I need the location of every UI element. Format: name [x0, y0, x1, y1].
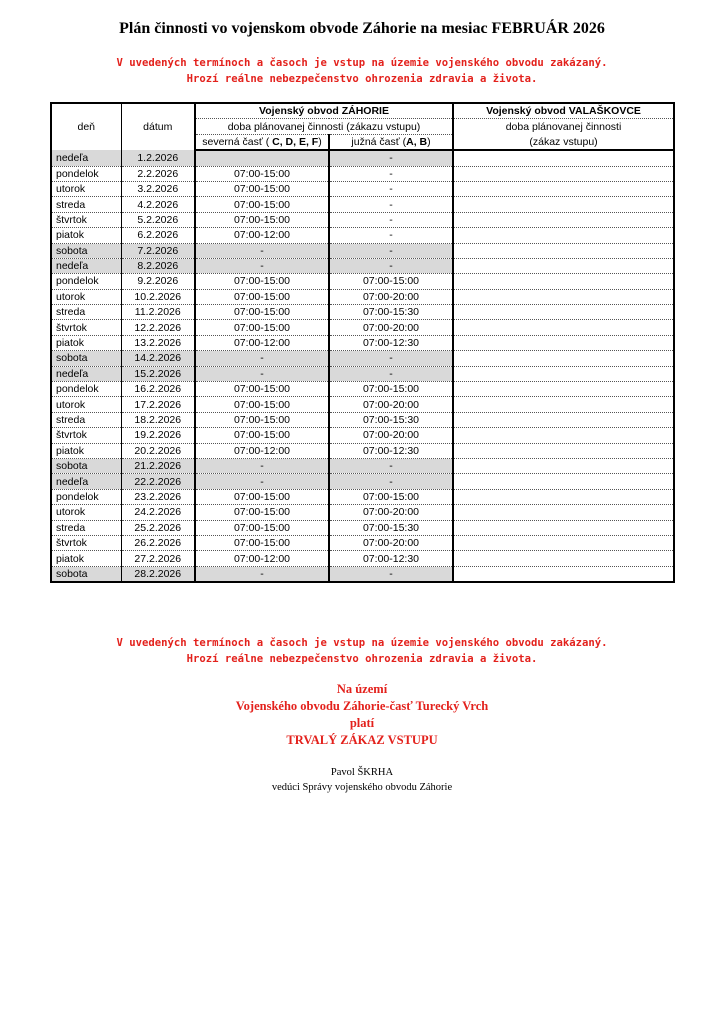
cell-valaskovce: [453, 489, 674, 504]
cell-date: 2.2.2026: [121, 166, 195, 181]
table-row: [51, 366, 674, 381]
cell-day: streda: [51, 197, 121, 212]
cell-date: 14.2.2026: [121, 351, 195, 366]
cell-south: 07:00-15:00: [329, 489, 453, 504]
cell-north: 07:00-15:00: [195, 197, 329, 212]
cell-date: 16.2.2026: [121, 382, 195, 397]
cell-south: -: [329, 351, 453, 366]
cell-date: 23.2.2026: [121, 489, 195, 504]
cell-north: 07:00-15:00: [195, 212, 329, 227]
cell-day: štvrtok: [51, 212, 121, 227]
cell-south: 07:00-12:30: [329, 551, 453, 566]
cell-day: streda: [51, 305, 121, 320]
cell-valaskovce: [453, 212, 674, 227]
cell-south: -: [329, 243, 453, 258]
cell-south: 07:00-15:00: [329, 382, 453, 397]
cell-south: 07:00-20:00: [329, 397, 453, 412]
cell-north: 07:00-15:00: [195, 289, 329, 304]
cell-date: 24.2.2026: [121, 505, 195, 520]
cell-valaskovce: [453, 274, 674, 289]
cell-day: štvrtok: [51, 428, 121, 443]
cell-date: 12.2.2026: [121, 320, 195, 335]
cell-valaskovce: [453, 351, 674, 366]
header-valaskovce-sub2: (zákaz vstupu): [453, 134, 674, 150]
schedule-rows: [51, 150, 674, 582]
cell-north: 07:00-15:00: [195, 305, 329, 320]
cell-valaskovce: [453, 505, 674, 520]
cell-day: pondelok: [51, 382, 121, 397]
cell-south: 07:00-20:00: [329, 320, 453, 335]
header-south: južná časť (A, B): [329, 134, 453, 150]
cell-south: -: [329, 566, 453, 582]
table-row: [51, 305, 674, 320]
cell-valaskovce: [453, 181, 674, 196]
table-row: [51, 181, 674, 196]
cell-day: piatok: [51, 443, 121, 458]
ban-line-4: TRVALÝ ZÁKAZ VSTUPU: [286, 733, 438, 747]
cell-south: -: [329, 150, 453, 166]
cell-date: 9.2.2026: [121, 274, 195, 289]
signature-block: [0, 765, 724, 795]
permanent-ban-notice: [0, 681, 724, 749]
table-row: [51, 474, 674, 489]
cell-north: 07:00-15:00: [195, 320, 329, 335]
cell-south: -: [329, 166, 453, 181]
page-title: Plán činnosti vo vojenskom obvode Záhorie na mesiac FEBRUÁR 2026: [119, 20, 605, 37]
cell-day: pondelok: [51, 274, 121, 289]
cell-day: nedeľa: [51, 258, 121, 273]
cell-north: 07:00-15:00: [195, 535, 329, 550]
cell-date: 22.2.2026: [121, 474, 195, 489]
cell-day: sobota: [51, 351, 121, 366]
header-date: dátum: [121, 103, 195, 150]
table-row: [51, 458, 674, 473]
cell-day: štvrtok: [51, 320, 121, 335]
table-row: [51, 489, 674, 504]
cell-valaskovce: [453, 305, 674, 320]
schedule-table: [50, 102, 675, 583]
cell-valaskovce: [453, 474, 674, 489]
cell-north: 07:00-12:00: [195, 551, 329, 566]
cell-valaskovce: [453, 428, 674, 443]
table-row: [51, 274, 674, 289]
cell-north: 07:00-12:00: [195, 335, 329, 350]
cell-south: 07:00-12:30: [329, 443, 453, 458]
header-zahorie: Vojenský obvod ZÁHORIE: [195, 103, 453, 119]
cell-date: 17.2.2026: [121, 397, 195, 412]
warning-line-1: V uvedených termínoch a časoch je vstup na územie vojenského obvodu zakázaný.: [116, 57, 608, 69]
cell-valaskovce: [453, 197, 674, 212]
header-valaskovce: Vojenský obvod VALAŠKOVCE: [453, 103, 674, 119]
cell-south: 07:00-12:30: [329, 335, 453, 350]
cell-day: sobota: [51, 243, 121, 258]
cell-north: 07:00-15:00: [195, 505, 329, 520]
cell-valaskovce: [453, 382, 674, 397]
cell-valaskovce: [453, 150, 674, 166]
cell-date: 18.2.2026: [121, 412, 195, 427]
cell-north: -: [195, 458, 329, 473]
table-row: [51, 520, 674, 535]
cell-day: streda: [51, 412, 121, 427]
cell-north: 07:00-12:00: [195, 228, 329, 243]
table-row: [51, 150, 674, 166]
signature-name: Pavol ŠKRHA: [330, 767, 394, 778]
cell-valaskovce: [453, 166, 674, 181]
cell-south: 07:00-20:00: [329, 289, 453, 304]
cell-south: -: [329, 212, 453, 227]
cell-day: nedeľa: [51, 474, 121, 489]
cell-date: 6.2.2026: [121, 228, 195, 243]
warning-bottom: [0, 635, 724, 667]
cell-date: 8.2.2026: [121, 258, 195, 273]
cell-north: 07:00-15:00: [195, 166, 329, 181]
warning-line-2: Hrozí reálne nebezpečenstvo ohrozenia zdravia a života.: [186, 73, 538, 85]
cell-valaskovce: [453, 458, 674, 473]
cell-day: pondelok: [51, 166, 121, 181]
table-row: [51, 212, 674, 227]
table-row: [51, 382, 674, 397]
cell-south: 07:00-15:30: [329, 412, 453, 427]
cell-south: 07:00-20:00: [329, 505, 453, 520]
cell-valaskovce: [453, 520, 674, 535]
table-row: [51, 551, 674, 566]
cell-north: -: [195, 258, 329, 273]
cell-date: 1.2.2026: [121, 150, 195, 166]
cell-north: [195, 150, 329, 166]
cell-date: 19.2.2026: [121, 428, 195, 443]
cell-date: 21.2.2026: [121, 458, 195, 473]
cell-day: utorok: [51, 181, 121, 196]
table-row: [51, 197, 674, 212]
cell-date: 28.2.2026: [121, 566, 195, 582]
cell-date: 25.2.2026: [121, 520, 195, 535]
cell-north: -: [195, 566, 329, 582]
cell-north: 07:00-15:00: [195, 520, 329, 535]
cell-valaskovce: [453, 551, 674, 566]
header-north: severná časť ( C, D, E, F): [195, 134, 329, 150]
cell-date: 4.2.2026: [121, 197, 195, 212]
cell-valaskovce: [453, 258, 674, 273]
cell-valaskovce: [453, 397, 674, 412]
header-zahorie-sub: doba plánovanej činnosti (zákazu vstupu): [195, 119, 453, 134]
header-row-1: [51, 103, 674, 119]
table-row: [51, 335, 674, 350]
cell-valaskovce: [453, 566, 674, 582]
cell-north: 07:00-15:00: [195, 274, 329, 289]
cell-south: 07:00-15:00: [329, 274, 453, 289]
cell-day: utorok: [51, 289, 121, 304]
cell-date: 26.2.2026: [121, 535, 195, 550]
cell-south: -: [329, 366, 453, 381]
cell-date: 27.2.2026: [121, 551, 195, 566]
cell-date: 10.2.2026: [121, 289, 195, 304]
table-row: [51, 351, 674, 366]
table-row: [51, 258, 674, 273]
cell-north: -: [195, 351, 329, 366]
cell-south: -: [329, 197, 453, 212]
cell-south: -: [329, 258, 453, 273]
cell-day: nedeľa: [51, 150, 121, 166]
cell-valaskovce: [453, 443, 674, 458]
cell-south: -: [329, 181, 453, 196]
cell-valaskovce: [453, 335, 674, 350]
table-row: [51, 566, 674, 582]
table-row: [51, 428, 674, 443]
cell-valaskovce: [453, 535, 674, 550]
table-row: [51, 320, 674, 335]
cell-north: 07:00-12:00: [195, 443, 329, 458]
cell-day: sobota: [51, 458, 121, 473]
cell-date: 7.2.2026: [121, 243, 195, 258]
cell-valaskovce: [453, 412, 674, 427]
cell-day: piatok: [51, 335, 121, 350]
warning-top: [0, 55, 724, 87]
table-row: [51, 243, 674, 258]
cell-south: -: [329, 458, 453, 473]
cell-day: streda: [51, 520, 121, 535]
cell-south: 07:00-20:00: [329, 535, 453, 550]
cell-day: štvrtok: [51, 535, 121, 550]
cell-valaskovce: [453, 366, 674, 381]
cell-date: 13.2.2026: [121, 335, 195, 350]
warning-line-2: Hrozí reálne nebezpečenstvo ohrozenia zdravia a života.: [186, 653, 538, 665]
cell-north: 07:00-15:00: [195, 428, 329, 443]
ban-line-1: Na území: [336, 682, 388, 696]
table-row: [51, 535, 674, 550]
ban-line-2: Vojenského obvodu Záhorie-časť Turecký Vrch: [235, 699, 489, 713]
cell-day: piatok: [51, 551, 121, 566]
cell-date: 3.2.2026: [121, 181, 195, 196]
cell-date: 15.2.2026: [121, 366, 195, 381]
table-row: [51, 228, 674, 243]
cell-north: 07:00-15:00: [195, 412, 329, 427]
ban-line-3: platí: [349, 716, 375, 730]
cell-south: 07:00-15:30: [329, 520, 453, 535]
signature-role: vedúci Správy vojenského obvodu Záhorie: [271, 782, 453, 793]
cell-north: -: [195, 474, 329, 489]
cell-valaskovce: [453, 289, 674, 304]
table-row: [51, 412, 674, 427]
table-row: [51, 505, 674, 520]
cell-north: 07:00-15:00: [195, 181, 329, 196]
cell-day: pondelok: [51, 489, 121, 504]
cell-south: 07:00-15:30: [329, 305, 453, 320]
cell-day: piatok: [51, 228, 121, 243]
cell-south: -: [329, 474, 453, 489]
cell-valaskovce: [453, 228, 674, 243]
cell-south: 07:00-20:00: [329, 428, 453, 443]
table-row: [51, 166, 674, 181]
cell-day: nedeľa: [51, 366, 121, 381]
table-row: [51, 397, 674, 412]
cell-date: 11.2.2026: [121, 305, 195, 320]
cell-day: utorok: [51, 505, 121, 520]
header-valaskovce-sub1: doba plánovanej činnosti: [505, 120, 622, 133]
cell-date: 5.2.2026: [121, 212, 195, 227]
cell-valaskovce: [453, 243, 674, 258]
warning-line-1: V uvedených termínoch a časoch je vstup na územie vojenského obvodu zakázaný.: [116, 637, 608, 649]
header-day: deň: [51, 103, 121, 150]
cell-valaskovce: [453, 320, 674, 335]
cell-day: sobota: [51, 566, 121, 582]
cell-north: -: [195, 366, 329, 381]
cell-north: 07:00-15:00: [195, 397, 329, 412]
cell-date: 20.2.2026: [121, 443, 195, 458]
cell-north: 07:00-15:00: [195, 382, 329, 397]
cell-day: utorok: [51, 397, 121, 412]
cell-south: -: [329, 228, 453, 243]
cell-north: -: [195, 243, 329, 258]
cell-north: 07:00-15:00: [195, 489, 329, 504]
table-row: [51, 443, 674, 458]
table-row: [51, 289, 674, 304]
